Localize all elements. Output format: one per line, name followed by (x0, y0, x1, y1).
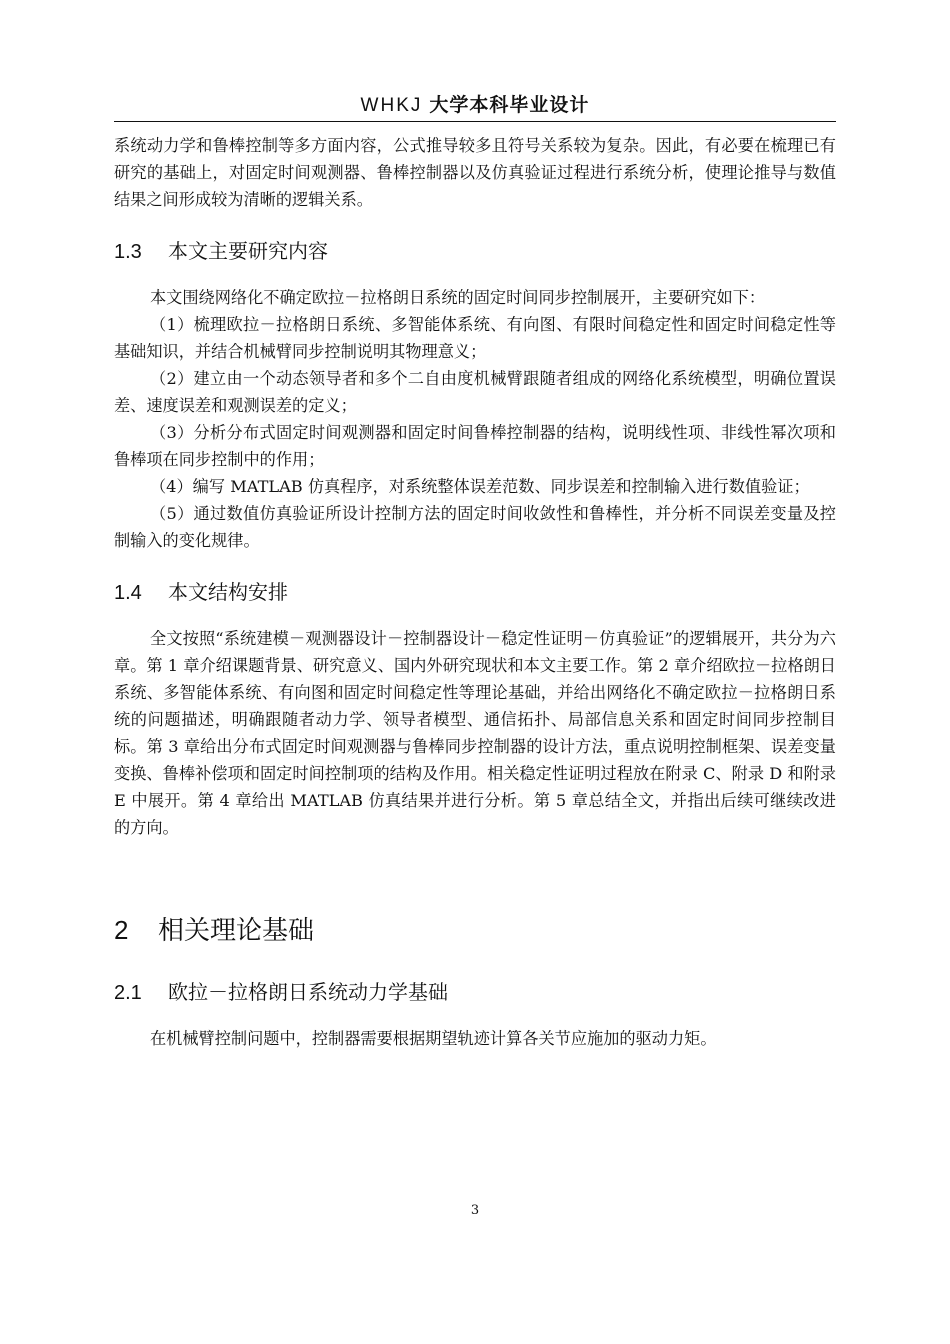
list-item: （2）建立由一个动态领导者和多个二自由度机械臂跟随者组成的网络化系统模型，明确位置误差、速度误差和观测误差的定义； (114, 369, 836, 415)
section-title: 本文主要研究内容 (168, 239, 328, 263)
paragraph-1-4: 全文按照“系统建模－观测器设计－控制器设计－稳定性证明－仿真验证”的逻辑展开，共分为六章。第 1 章介绍课题背景、研究意义、国内外研究现状和本文主要工作。第 2 章介绍欧拉－拉格朗日系统、多智能体系统、有向图和固定时间稳定性等理论基础，并给出网络化不确定欧拉－拉格朗日系统的问题描述，明确跟随者动力学、领导者模型、通信拓扑、局部信息关系和固定时间同步控制目标。第 3 章给出分布式固定时间观测器与鲁棒同步控制器的设计方法，重点说明控制框架、误差变量变换、鲁棒补偿项和固定时间控制项的结构及作用。相关稳定性证明过程放在附录 C、附录 D 和附录 E 中展开。第 4 章给出 MATLAB 仿真结果并进行分析。第 5 章总结全文，并指出后续可继续改进的方向。 (114, 629, 836, 837)
header-rule (114, 121, 836, 122)
section-heading-1-4 (114, 578, 836, 607)
section-number: 1.3 (114, 241, 142, 263)
header-brand: WHKJ (360, 95, 423, 116)
list-item: （3）分析分布式固定时间观测器和固定时间鲁棒控制器的结构，说明线性项、非线性幂次项和鲁棒项在同步控制中的作用； (114, 423, 836, 469)
chapter-heading-2 (114, 913, 836, 948)
paragraph-2-1: 在机械臂控制问题中，控制器需要根据期望轨迹计算各关节应施加的驱动力矩。 (150, 1029, 717, 1048)
header-title: 大学本科毕业设计 (429, 94, 590, 116)
page-body (114, 132, 836, 1052)
running-header (114, 92, 836, 119)
section-heading-1-3 (114, 237, 836, 266)
paragraph-1-3-lead: 本文围绕网络化不确定欧拉－拉格朗日系统的固定时间同步控制展开，主要研究如下： (150, 288, 766, 307)
section-heading-2-1 (114, 978, 836, 1007)
chapter-number: 2 (114, 915, 129, 945)
section-number: 2.1 (114, 982, 142, 1004)
section-title: 本文结构安排 (168, 580, 288, 604)
page-number: 3 (470, 1203, 480, 1218)
list-item: （4）编写 MATLAB 仿真程序，对系统整体误差范数、同步误差和控制输入进行数值验证； (150, 477, 810, 496)
paragraph-intro: 系统动力学和鲁棒控制等多方面内容，公式推导较多且符号关系较为复杂。因此，有必要在梳理已有研究的基础上，对固定时间观测器、鲁棒控制器以及仿真验证过程进行系统分析，使理论推导与数值结果之间形成较为清晰的逻辑关系。 (114, 136, 836, 209)
section-title: 欧拉－拉格朗日系统动力学基础 (168, 980, 448, 1004)
list-item: （5）通过数值仿真验证所设计控制方法的固定时间收敛性和鲁棒性，并分析不同误差变量及控制输入的变化规律。 (114, 504, 836, 550)
section-number: 1.4 (114, 582, 142, 604)
chapter-title: 相关理论基础 (158, 916, 315, 946)
list-item: （1）梳理欧拉－拉格朗日系统、多智能体系统、有向图、有限时间稳定性和固定时间稳定性等基础知识，并结合机械臂同步控制说明其物理意义； (114, 315, 836, 361)
